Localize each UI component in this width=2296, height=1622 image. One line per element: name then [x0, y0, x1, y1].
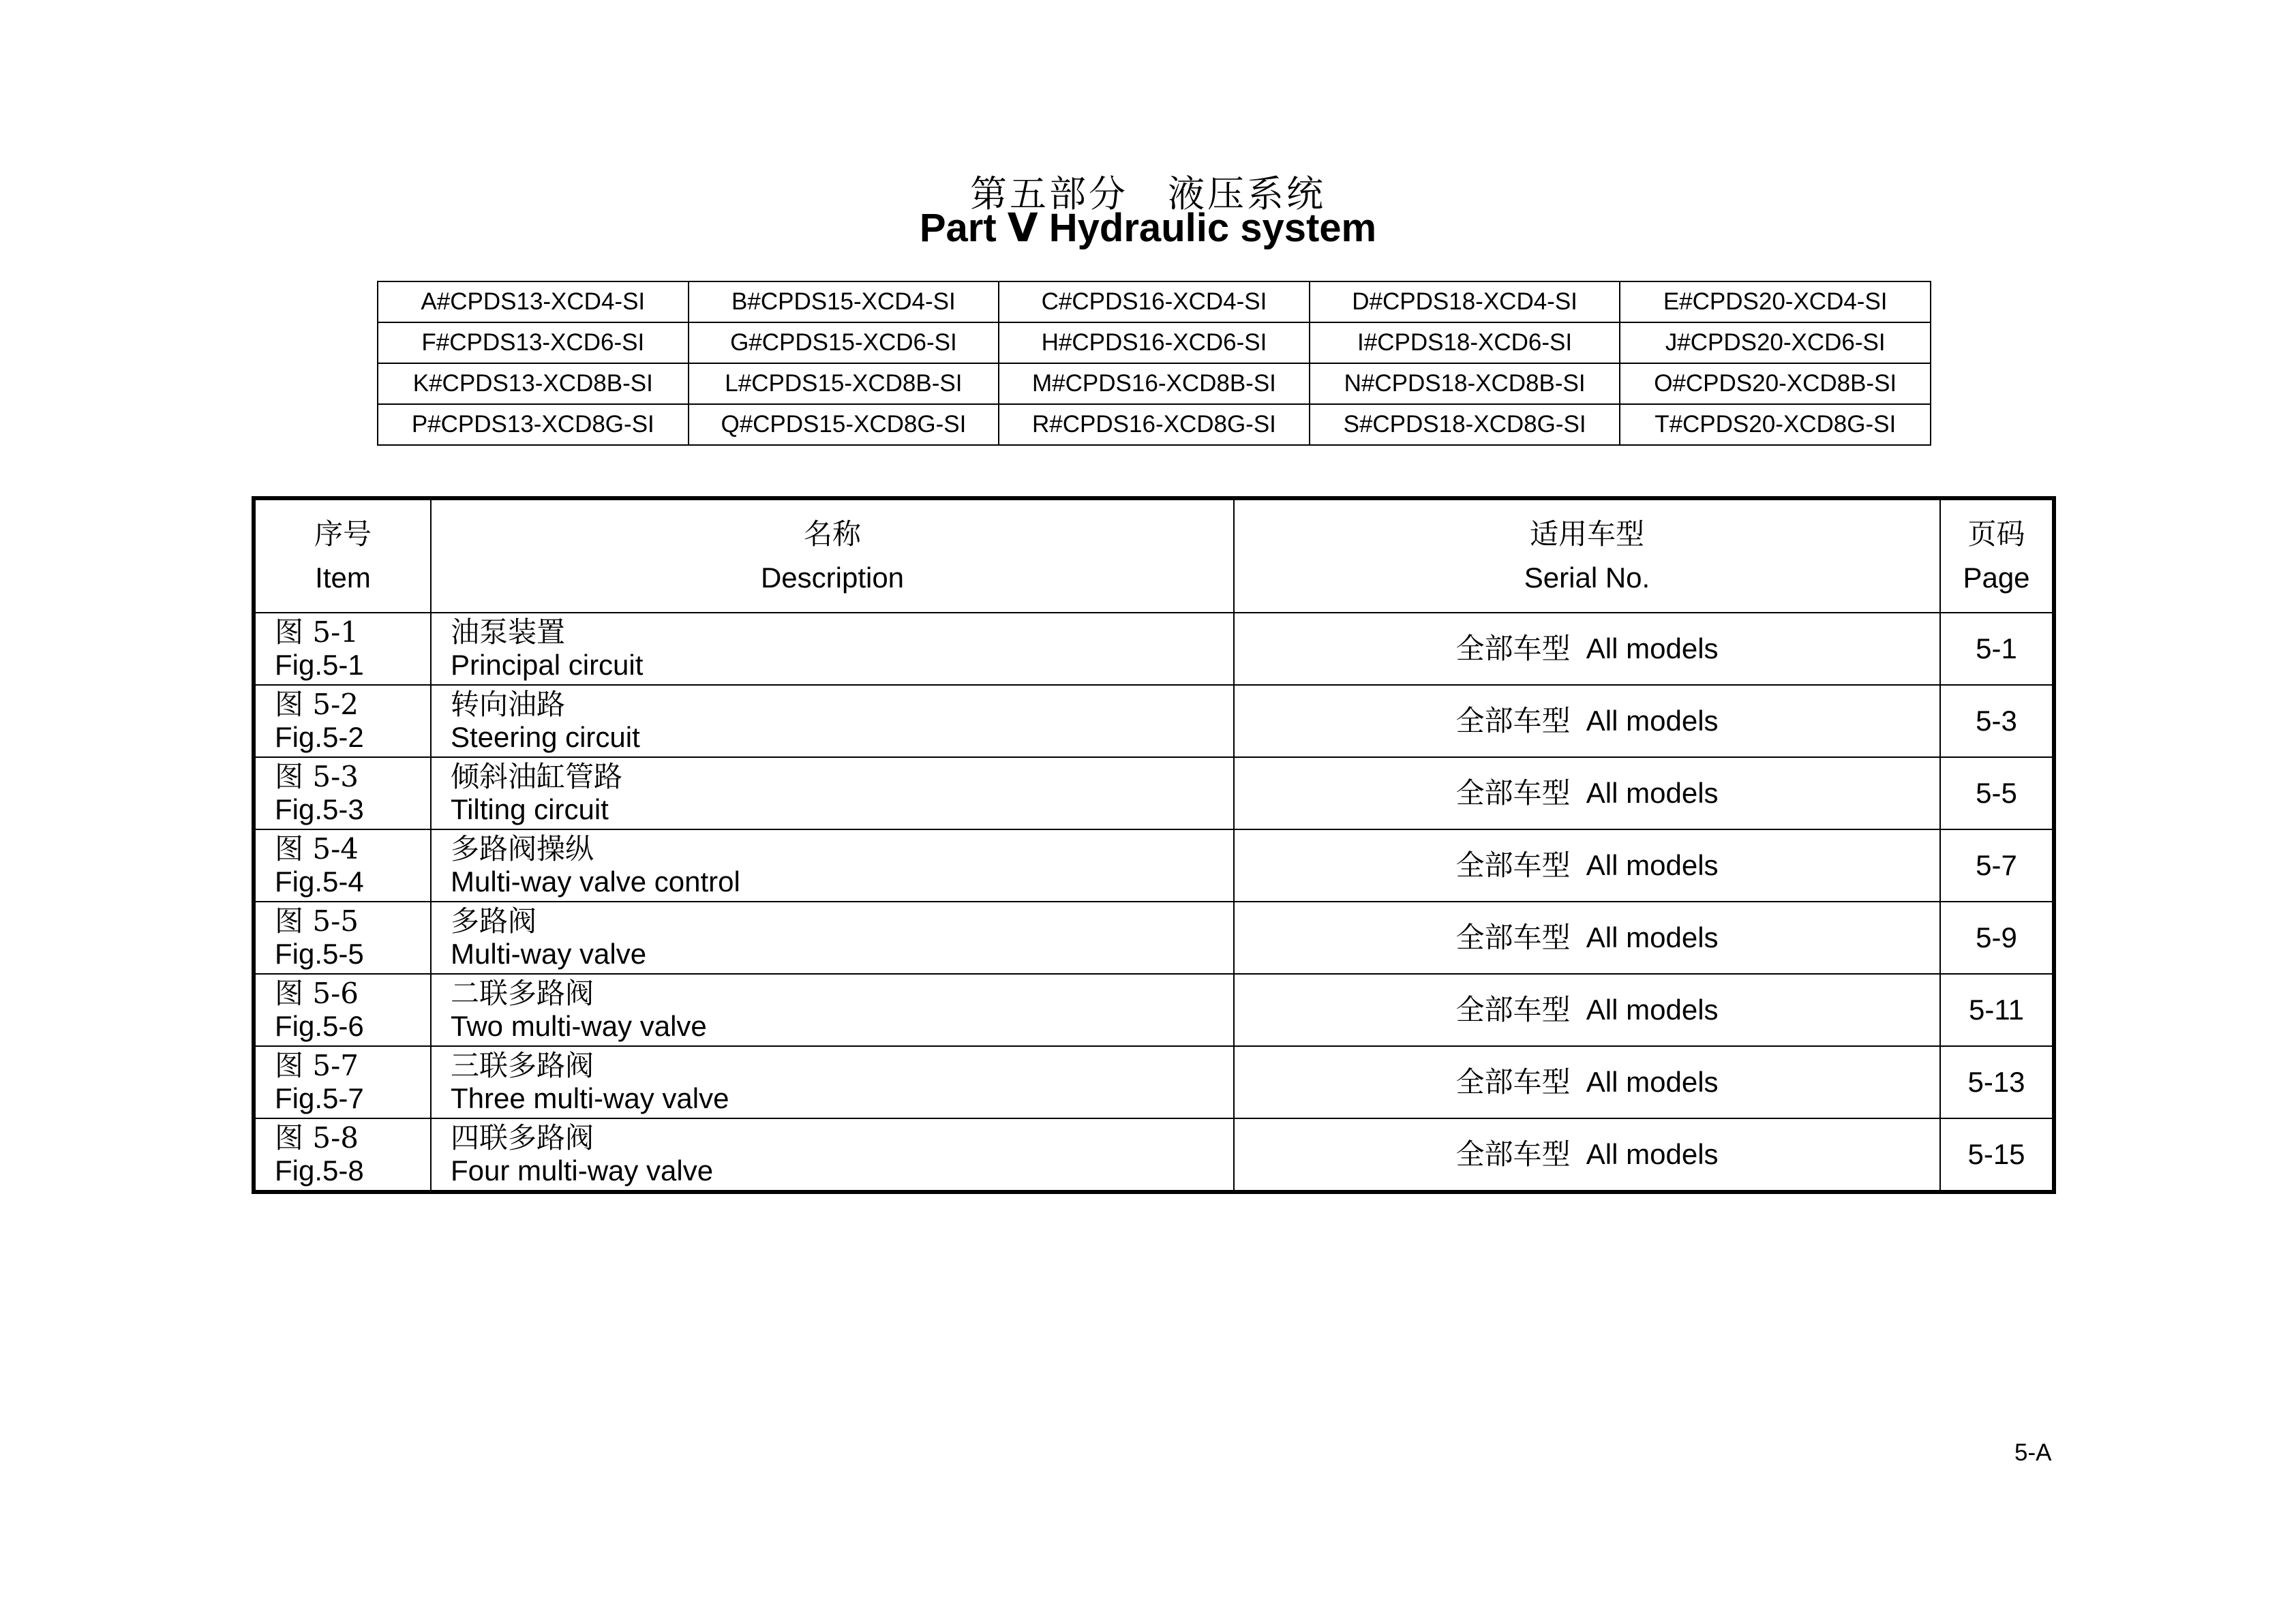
- table-row: [254, 1118, 2054, 1192]
- item-cell: [254, 685, 431, 757]
- model-cell: A#CPDS13-XCD4-SI: [378, 281, 689, 322]
- description-cell: [431, 974, 1234, 1046]
- page-title-en: Part Ⅴ Hydraulic system: [919, 206, 1377, 250]
- table-row: [254, 829, 2054, 902]
- contents-table: [252, 496, 2056, 1194]
- item-cn: 图 5-2: [275, 688, 359, 721]
- item-en: Fig.5-4: [275, 866, 364, 898]
- model-cell: J#CPDS20-XCD6-SI: [1620, 322, 1931, 363]
- description-en: Tilting circuit: [451, 793, 609, 825]
- model-cell: L#CPDS15-XCD8B-SI: [689, 363, 999, 404]
- table-row: [254, 974, 2054, 1046]
- model-row: [378, 404, 1931, 445]
- item-en: Fig.5-3: [275, 793, 364, 825]
- item-en: Fig.5-6: [275, 1010, 364, 1042]
- model-cell: R#CPDS16-XCD8G-SI: [999, 404, 1310, 445]
- item-en: Fig.5-1: [275, 649, 364, 681]
- item-cell: [254, 757, 431, 829]
- table-row: [254, 685, 2054, 757]
- table-row: [254, 902, 2054, 974]
- serial-cell: 全部车型 All models: [1234, 685, 1940, 757]
- header-serial: [1234, 498, 1940, 613]
- description-en: Three multi-way valve: [451, 1082, 729, 1114]
- model-cell: P#CPDS13-XCD8G-SI: [378, 404, 689, 445]
- model-cell: K#CPDS13-XCD8B-SI: [378, 363, 689, 404]
- table-row: [254, 613, 2054, 685]
- item-en: Fig.5-8: [275, 1154, 364, 1187]
- page-cell: 5-13: [1940, 1046, 2054, 1118]
- description-cn: 四联多路阀: [451, 1121, 594, 1154]
- page-number: 5-A: [2014, 1439, 2052, 1466]
- description-en: Multi-way valve control: [451, 866, 740, 898]
- model-cell: Q#CPDS15-XCD8G-SI: [689, 404, 999, 445]
- header-description: [431, 498, 1234, 613]
- description-cell: [431, 757, 1234, 829]
- header-page: [1940, 498, 2054, 613]
- model-cell: D#CPDS18-XCD4-SI: [1310, 281, 1620, 322]
- item-cn: 图 5-8: [275, 1121, 359, 1154]
- page-cell: 5-7: [1940, 829, 2054, 902]
- description-en: Steering circuit: [451, 721, 640, 753]
- item-cell: [254, 829, 431, 902]
- model-cell: T#CPDS20-XCD8G-SI: [1620, 404, 1931, 445]
- model-cell: O#CPDS20-XCD8B-SI: [1620, 363, 1931, 404]
- header-page-cn: 页码: [1967, 517, 2025, 551]
- item-cell: [254, 1118, 431, 1192]
- description-cn: 油泵装置: [451, 615, 566, 649]
- model-cell: H#CPDS16-XCD6-SI: [999, 322, 1310, 363]
- table-row: [254, 1046, 2054, 1118]
- model-row: [378, 322, 1931, 363]
- description-cn: 转向油路: [451, 688, 566, 721]
- page-cell: 5-5: [1940, 757, 2054, 829]
- item-cn: 图 5-4: [275, 832, 359, 866]
- description-cn: 三联多路阀: [451, 1049, 594, 1082]
- item-cell: [254, 613, 431, 685]
- header-item: [254, 498, 431, 613]
- item-cn: 图 5-6: [275, 977, 359, 1010]
- model-cell: S#CPDS18-XCD8G-SI: [1310, 404, 1620, 445]
- model-cell: N#CPDS18-XCD8B-SI: [1310, 363, 1620, 404]
- item-en: Fig.5-2: [275, 721, 364, 753]
- serial-cell: 全部车型 All models: [1234, 1118, 1940, 1192]
- item-cell: [254, 1046, 431, 1118]
- model-cell: G#CPDS15-XCD6-SI: [689, 322, 999, 363]
- serial-cell: 全部车型 All models: [1234, 757, 1940, 829]
- model-cell: F#CPDS13-XCD6-SI: [378, 322, 689, 363]
- page-cell: 5-11: [1940, 974, 2054, 1046]
- description-en: Two multi-way valve: [451, 1010, 707, 1042]
- description-cn: 多路阀: [451, 904, 537, 938]
- header-item-cn: 序号: [314, 517, 372, 551]
- page-cell: 5-9: [1940, 902, 2054, 974]
- page-title-cn: 第五部分 液压系统: [970, 172, 1326, 215]
- header-page-en: Page: [1963, 562, 2030, 594]
- table-row: [254, 757, 2054, 829]
- description-cell: [431, 685, 1234, 757]
- item-en: Fig.5-5: [275, 938, 364, 970]
- item-cn: 图 5-5: [275, 904, 359, 938]
- item-cell: [254, 974, 431, 1046]
- serial-cell: 全部车型 All models: [1234, 974, 1940, 1046]
- model-cell: C#CPDS16-XCD4-SI: [999, 281, 1310, 322]
- serial-cell: 全部车型 All models: [1234, 829, 1940, 902]
- model-row: [378, 281, 1931, 322]
- header-item-en: Item: [315, 562, 371, 594]
- model-cell: M#CPDS16-XCD8B-SI: [999, 363, 1310, 404]
- page-cell: 5-1: [1940, 613, 2054, 685]
- description-cn: 多路阀操纵: [451, 832, 594, 866]
- applicable-models-table: [377, 281, 1931, 446]
- description-cell: [431, 613, 1234, 685]
- serial-cell: 全部车型 All models: [1234, 613, 1940, 685]
- description-cell: [431, 1118, 1234, 1192]
- table-header-row: [254, 498, 2054, 613]
- description-en: Principal circuit: [451, 649, 644, 681]
- description-en: Four multi-way valve: [451, 1154, 714, 1187]
- description-cell: [431, 829, 1234, 902]
- item-cn: 图 5-3: [275, 760, 359, 793]
- description-cell: [431, 1046, 1234, 1118]
- description-cn: 倾斜油缸管路: [451, 760, 623, 793]
- description-en: Multi-way valve: [451, 938, 647, 970]
- serial-cell: 全部车型 All models: [1234, 902, 1940, 974]
- header-serial-en: Serial No.: [1524, 562, 1650, 594]
- description-cn: 二联多路阀: [451, 977, 594, 1010]
- item-cn: 图 5-1: [275, 615, 359, 649]
- header-description-en: Description: [760, 562, 905, 594]
- model-row: [378, 363, 1931, 404]
- item-en: Fig.5-7: [275, 1082, 364, 1114]
- serial-cell: 全部车型 All models: [1234, 1046, 1940, 1118]
- item-cn: 图 5-7: [275, 1049, 359, 1082]
- model-cell: B#CPDS15-XCD4-SI: [689, 281, 999, 322]
- page-cell: 5-3: [1940, 685, 2054, 757]
- model-cell: E#CPDS20-XCD4-SI: [1620, 281, 1931, 322]
- model-cell: I#CPDS18-XCD6-SI: [1310, 322, 1620, 363]
- item-cell: [254, 902, 431, 974]
- description-cell: [431, 902, 1234, 974]
- header-serial-cn: 适用车型: [1529, 517, 1644, 551]
- header-description-cn: 名称: [803, 517, 861, 551]
- page-cell: 5-15: [1940, 1118, 2054, 1192]
